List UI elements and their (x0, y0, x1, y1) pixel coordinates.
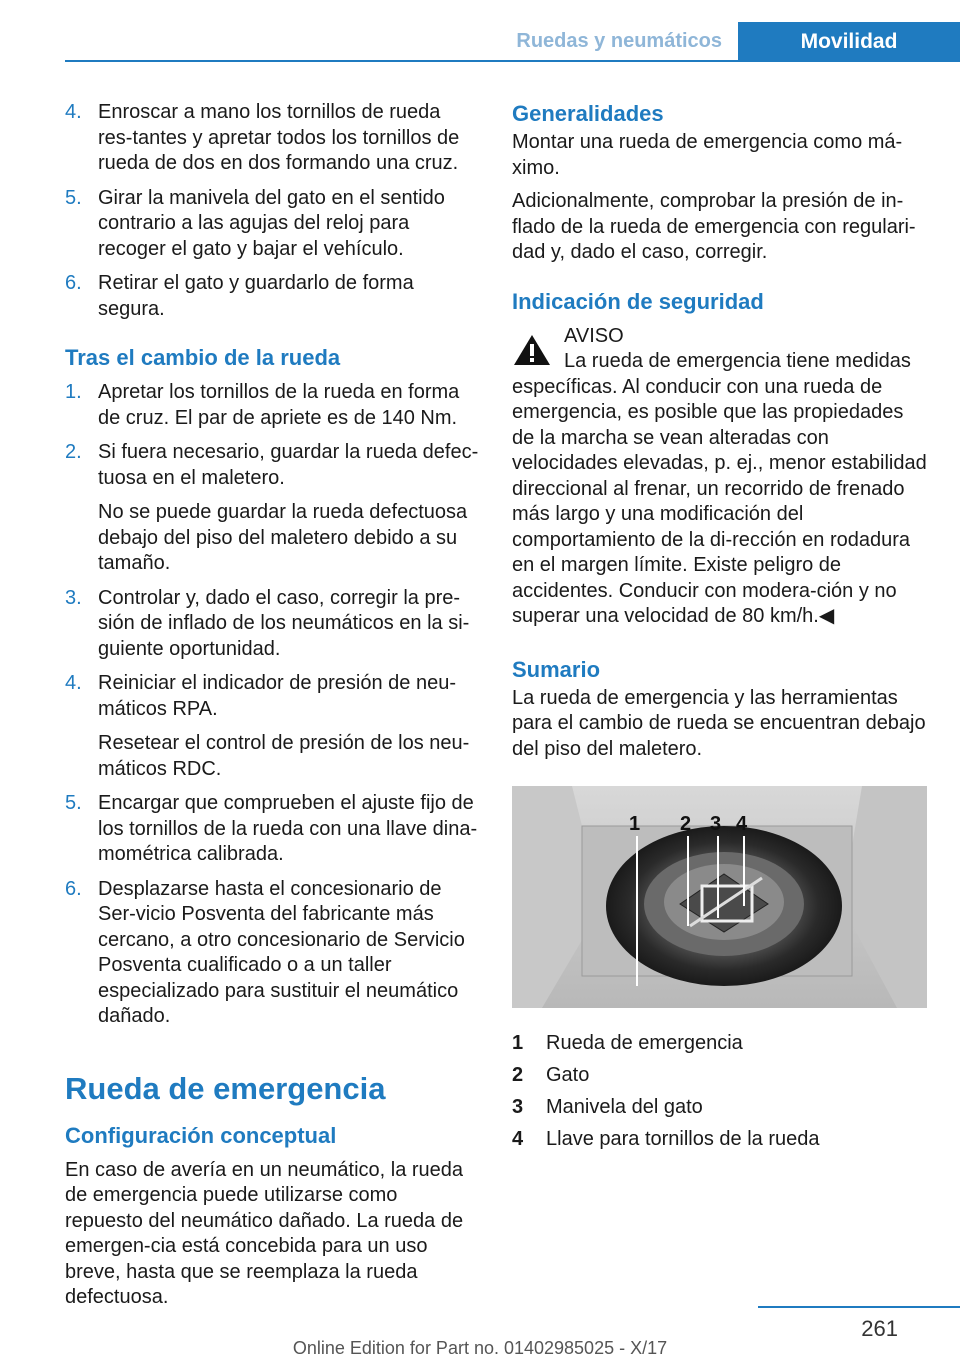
legend-number: 4 (512, 1127, 524, 1150)
item-text: Retirar el gato y guardarlo de forma segura. (98, 272, 414, 320)
legend-text: Rueda de emergencia (546, 1031, 743, 1054)
warning-text: específicas. Al conducir con una rueda de emergencia, es posible que las propiedades de la marcha se vean alteradas con velocidades elevadas, p. ej., menor estabilidad direccional al frenar, un recorrido de frenado más largo y una modificación del comportamiento de la di-rección en rodadura en el margen límite. Existe peligro de accidentes. Conducir con modera-ción y no superar una velocidad de 80 km/h.◀ (512, 375, 927, 627)
item-number: 4. (65, 101, 82, 123)
concept-text: En caso de avería en un neumático, la rueda de emergencia puede utilizarse como repuesto del neumático dañado. La rueda de emergen-cia está concebida para un uso breve, hasta que se reemplaza la rueda defectuosa. (65, 1158, 464, 1308)
warning-text-first: La rueda de emergencia tiene medidas (564, 350, 911, 372)
item-text: Si fuera necesario, guardar la rueda defec-tuosa en el maletero. (98, 441, 479, 489)
footer-rule (758, 1306, 960, 1308)
general-heading: Generalidades (512, 101, 664, 126)
concept-heading: Configuración conceptual (65, 1122, 337, 1148)
item-text: Desplazarse hasta el concesionario de Ser-vicio Posventa del fabricante más cercano, a otro concesionario de Servicio Posventa cualificado o a un taller especializado para sustituir el neumático dañado. (98, 877, 465, 1027)
safety-heading: Indicación de seguridad (512, 288, 764, 314)
item-text: Encargar que comprueben el ajuste fijo de los tornillos de la rueda con una llave dina-mométrica calibrada. (98, 792, 478, 865)
trunk-spare-wheel-figure (512, 786, 927, 1008)
header-tab-movilidad[interactable]: Movilidad (738, 22, 960, 62)
legend-item (512, 1092, 930, 1124)
item-number: 5. (65, 186, 82, 209)
item-text: Controlar y, dado el caso, corregir la pre-sión de inflado de los neumáticos en la si-guiente oportunidad. (98, 586, 470, 660)
list-item (65, 271, 480, 322)
page-number: 261 (861, 1316, 898, 1341)
list-item (65, 380, 480, 431)
legend-item (512, 1028, 930, 1060)
legend-number: 2 (512, 1063, 524, 1086)
item-text: Resetear el control de presión de los neu-máticos RDC. (98, 732, 470, 780)
legend-text: Manivela del gato (546, 1095, 703, 1118)
list-item (65, 100, 480, 177)
legend-text: Llave para tornillos de la rueda (546, 1127, 820, 1150)
item-number: 2. (65, 441, 82, 463)
callout-4: 4 (736, 813, 748, 835)
list-item (65, 671, 480, 782)
item-number: 6. (65, 272, 82, 294)
warning-icon (512, 332, 552, 368)
item-number: 1. (65, 381, 82, 403)
list-item (65, 186, 480, 263)
warning-block (512, 324, 930, 375)
general-text-2: Adicionalmente, comprobar la presión de in-flado de la rueda de emergencia con regulari-dad y, dado el caso, corregir. (512, 190, 916, 263)
legend-item (512, 1060, 930, 1092)
right-column (512, 100, 930, 1156)
callout-2: 2 (680, 813, 692, 835)
summary-heading: Sumario (512, 656, 601, 682)
item-number: 3. (65, 586, 82, 609)
item-text: Apretar los tornillos de la rueda en forma de cruz. El par de apriete es de 140 Nm. (98, 381, 460, 429)
list-item (65, 440, 480, 577)
legend-number: 3 (512, 1095, 524, 1118)
general-text-1: Montar una rueda de emergencia como má-ximo. (512, 131, 903, 179)
header-section[interactable]: Ruedas y neumáticos (516, 30, 722, 52)
summary-text: La rueda de emergencia y las herramientas para el cambio de rueda se encuentran debajo del piso del maletero. (512, 686, 926, 760)
warning-label: AVISO (564, 324, 624, 347)
after-change-heading: Tras el cambio de la rueda (65, 345, 341, 370)
list-item (65, 791, 480, 868)
item-number: 6. (65, 877, 82, 900)
item-number: 4. (65, 672, 82, 694)
legend-item (512, 1124, 930, 1156)
item-text: Enroscar a mano los tornillos de rueda res-tantes y apretar todos los tornillos de rueda de dos en dos formando una cruz. (98, 101, 460, 174)
left-column (65, 100, 480, 1319)
after-change-steps (65, 380, 480, 1030)
legend-list (512, 1028, 930, 1156)
item-number: 5. (65, 792, 82, 814)
list-item (65, 586, 480, 663)
steps-top (65, 100, 480, 322)
item-text: Girar la manivela del gato en el sentido contrario a las agujas del reloj para recoger el gato y bajar el vehículo. (98, 186, 445, 260)
legend-text: Gato (546, 1063, 590, 1086)
callout-1: 1 (629, 813, 641, 835)
item-text: Reiniciar el indicador de presión de neu-máticos RPA. (98, 672, 456, 720)
footer-edition: Online Edition for Part no. 01402985025 - X/17 (292, 1338, 668, 1358)
callout-3: 3 (710, 813, 722, 835)
item-text: No se puede guardar la rueda defectuosa debajo del piso del maletero debido a su tamaño. (98, 501, 468, 574)
list-item (65, 877, 480, 1030)
main-heading: Rueda de emergencia (65, 1070, 386, 1106)
legend-number: 1 (512, 1031, 524, 1054)
